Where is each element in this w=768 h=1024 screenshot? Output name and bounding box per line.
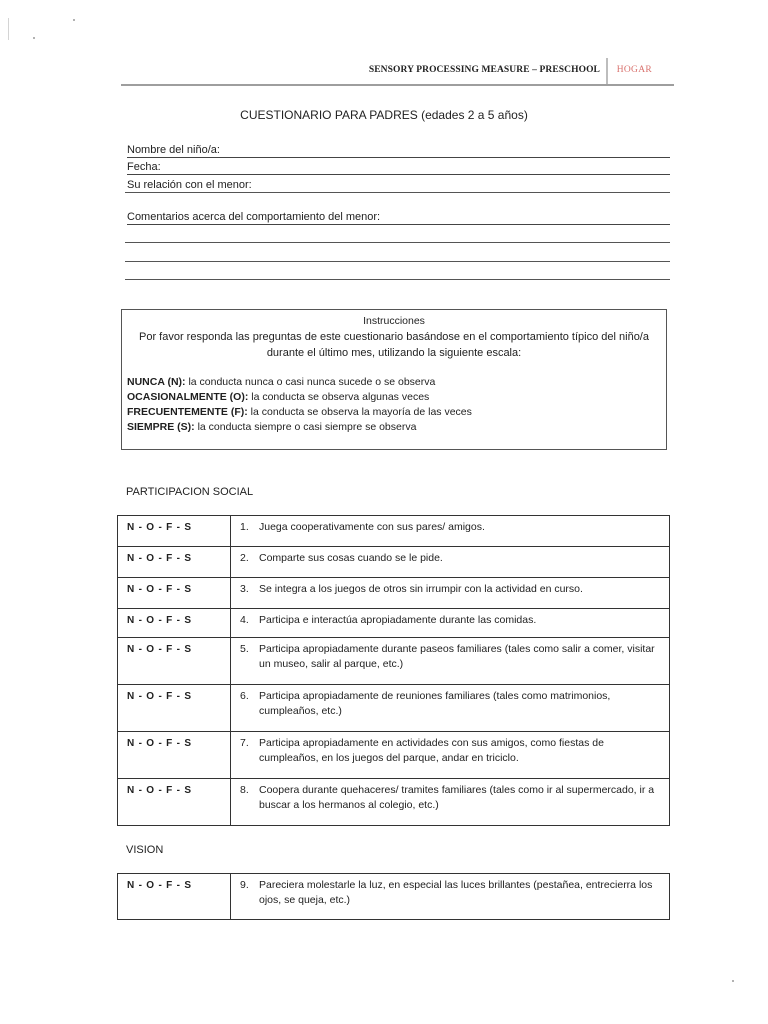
response-scale — [127, 375, 472, 435]
comments-line[interactable] — [125, 242, 670, 243]
questions-table-vision — [117, 873, 670, 920]
question-number: 4. — [240, 614, 249, 626]
relation-field[interactable] — [127, 177, 670, 193]
response-options[interactable]: N - O - F - S — [118, 638, 231, 685]
scale-description: la conducta siempre o casi siempre se observa — [197, 421, 417, 433]
instructions-box — [121, 309, 667, 450]
question-text: Participa apropiadamente durante paseos familiares (tales como salir a comer, visitar un museo, salir al parque, etc.) — [259, 643, 655, 670]
question-number: 3. — [240, 583, 249, 595]
scale-row-frecuentemente — [127, 405, 472, 420]
question-text: Pareciera molestarle la luz, en especial las luces brillantes (pestañea, entrecierra los ojos, se queja, etc.) — [259, 879, 653, 906]
question-text-cell — [231, 578, 670, 609]
question-text: Participa apropiadamente en actividades con sus amigos, como fiestas de cumpleaños, en los juegos del parque, andar en triciclo. — [259, 737, 604, 764]
question-number: 9. — [240, 879, 249, 891]
question-text-cell — [231, 609, 670, 638]
scan-speck — [33, 37, 35, 39]
scale-term: SIEMPRE (S): — [127, 421, 195, 433]
child-name-field[interactable] — [127, 142, 670, 158]
comments-line[interactable] — [125, 261, 670, 262]
question-row — [118, 547, 670, 578]
question-text: Coopera durante quehaceres/ tramites familiares (tales como ir al supermercado, ir a buscar a los hermanos al colegio, etc.) — [259, 784, 655, 811]
question-text: Participa e interactúa apropiadamente durante las comidas. — [259, 614, 537, 626]
scale-row-nunca — [127, 375, 472, 390]
scale-row-siempre — [127, 420, 472, 435]
question-text-cell — [231, 547, 670, 578]
response-options[interactable]: N - O - F - S — [118, 547, 231, 578]
question-number: 7. — [240, 737, 249, 749]
scale-term: NUNCA (N): — [127, 376, 186, 388]
comments-field[interactable] — [127, 209, 670, 225]
question-text: Participa apropiadamente de reuniones familiares (tales como matrimonios, cumpleaños, etc.) — [259, 690, 611, 717]
question-row — [118, 609, 670, 638]
question-row — [118, 638, 670, 685]
scale-row-ocasionalmente — [127, 390, 472, 405]
response-options[interactable]: N - O - F - S — [118, 609, 231, 638]
section-title-participacion-social: PARTICIPACION SOCIAL — [126, 486, 254, 498]
question-text: Comparte sus cosas cuando se le pide. — [259, 552, 443, 564]
question-number: 1. — [240, 521, 249, 533]
scale-term: FRECUENTEMENTE (F): — [127, 406, 248, 418]
header-separator — [606, 58, 608, 86]
question-text: Se integra a los juegos de otros sin irrumpir con la actividad en curso. — [259, 583, 583, 595]
scale-description: la conducta se observa algunas veces — [251, 391, 430, 403]
response-options[interactable]: N - O - F - S — [118, 732, 231, 779]
question-number: 2. — [240, 552, 249, 564]
question-row — [118, 516, 670, 547]
instructions-title: Instrucciones — [363, 315, 425, 327]
question-number: 5. — [240, 643, 249, 655]
question-text-cell — [231, 638, 670, 685]
questions-table-social — [117, 515, 670, 826]
question-row — [118, 732, 670, 779]
question-text-cell — [231, 732, 670, 779]
header-tag: HOGAR — [616, 65, 652, 75]
question-text-cell — [231, 779, 670, 826]
question-row — [118, 578, 670, 609]
form-title: CUESTIONARIO PARA PADRES (edades 2 a 5 años) — [240, 108, 528, 122]
child-name-label: Nombre del niño/a: — [127, 144, 220, 156]
response-options[interactable]: N - O - F - S — [118, 685, 231, 732]
question-number: 8. — [240, 784, 249, 796]
scan-speck — [73, 19, 75, 21]
question-row — [118, 685, 670, 732]
date-label: Fecha: — [127, 161, 161, 173]
header-rule — [121, 84, 674, 86]
question-text-cell — [231, 516, 670, 547]
response-options[interactable]: N - O - F - S — [118, 578, 231, 609]
response-options[interactable]: N - O - F - S — [118, 874, 231, 920]
section-title-vision: VISION — [126, 844, 164, 856]
question-row — [118, 874, 670, 920]
scan-edge-mark — [8, 18, 9, 40]
comments-line[interactable] — [125, 279, 670, 280]
relation-label: Su relación con el menor: — [127, 179, 252, 191]
question-row — [118, 779, 670, 826]
scan-speck — [732, 980, 734, 982]
instructions-text: Por favor responda las preguntas de este cuestionario basándose en el comportamiento típico del niño/a durante el último mes, utilizando la siguiente escala: — [139, 331, 649, 359]
date-field[interactable] — [127, 159, 670, 175]
response-options[interactable]: N - O - F - S — [118, 779, 231, 826]
question-number: 6. — [240, 690, 249, 702]
question-text-cell — [231, 874, 670, 920]
comments-label: Comentarios acerca del comportamiento del menor: — [127, 211, 381, 223]
scale-description: la conducta se observa la mayoría de las veces — [250, 406, 472, 418]
scale-term: OCASIONALMENTE (O): — [127, 391, 249, 403]
question-text-cell — [231, 685, 670, 732]
header-title: SENSORY PROCESSING MEASURE – PRESCHOOL — [368, 65, 600, 75]
document-header — [121, 58, 674, 86]
response-options[interactable]: N - O - F - S — [118, 516, 231, 547]
separator-line — [125, 192, 670, 193]
question-text: Juega cooperativamente con sus pares/ amigos. — [259, 521, 485, 533]
scale-description: la conducta nunca o casi nunca sucede o se observa — [188, 376, 436, 388]
